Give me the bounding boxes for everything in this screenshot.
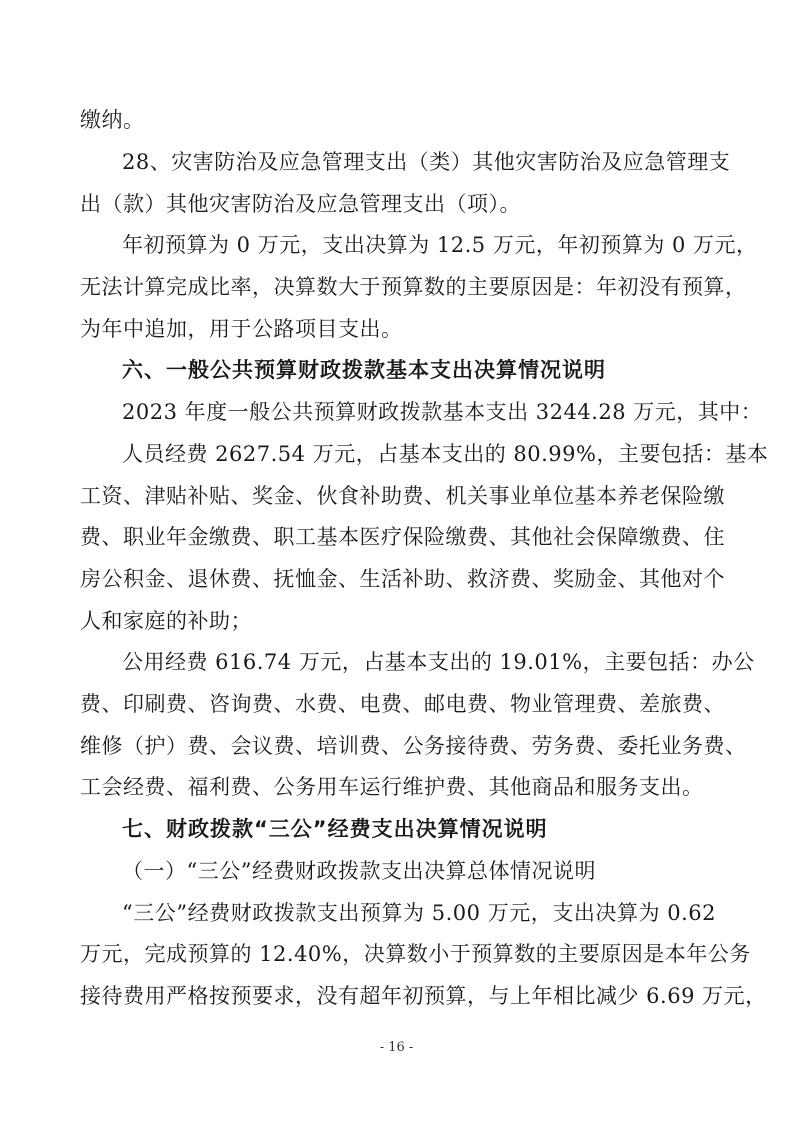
page-number: - 16 -: [379, 1040, 414, 1055]
body-text-line: 费、印刷费、咨询费、水费、电费、邮电费、物业管理费、差旅费、: [80, 692, 725, 716]
body-text-line: 28、灾害防治及应急管理支出（类）其他灾害防治及应急管理支: [122, 150, 731, 174]
body-text-line: 年初预算为 0 万元，支出决算为 12.5 万元，年初预算为 0 万元，: [122, 233, 758, 257]
body-text-line: 工资、津贴补贴、奖金、伙食补助费、机关事业单位基本养老保险缴: [80, 484, 725, 508]
body-text-line: 人员经费 2627.54 万元，占基本支出的 80.99%，主要包括：基本: [122, 442, 769, 466]
subsection-heading: （一）“三公”经费财政拨款支出决算总体情况说明: [122, 859, 596, 883]
body-text-line: 出（款）其他灾害防治及应急管理支出（项）。: [80, 192, 521, 216]
body-text-line: 费、职业年金缴费、职工基本医疗保险缴费、其他社会保障缴费、住: [80, 525, 725, 549]
body-text-line: 缴纳。: [80, 108, 145, 132]
body-text-line: 无法计算完成比率，决算数大于预算数的主要原因是：年初没有预算，: [80, 275, 747, 299]
section-heading: 六、一般公共预算财政拨款基本支出决算情况说明: [122, 358, 606, 382]
body-text-line: 公用经费 616.74 万元，占基本支出的 19.01%，主要包括：办公: [122, 650, 755, 674]
body-text-line: 2023 年度一般公共预算财政拨款基本支出 3244.28 万元，其中：: [122, 400, 763, 424]
body-text-line: 为年中追加，用于公路项目支出。: [80, 317, 403, 341]
body-text-line: 人和家庭的补助；: [80, 609, 252, 633]
body-text-line: 维修（护）费、会议费、培训费、公务接待费、劳务费、委托业务费、: [80, 734, 747, 758]
body-text-line: 接待费用严格按预要求，没有超年初预算，与上年相比减少 6.69 万元，: [80, 984, 767, 1008]
body-text-line: 工会经费、福利费、公务用车运行维护费、其他商品和服务支出。: [80, 775, 704, 799]
body-text-line: 房公积金、退休费、抚恤金、生活补助、救济费、奖励金、其他对个: [80, 567, 725, 591]
body-text-line: 万元，完成预算的 12.40%，决算数小于预算数的主要原因是本年公务: [80, 942, 751, 966]
body-text-line: “三公”经费财政拨款支出预算为 5.00 万元，支出决算为 0.62: [122, 901, 716, 925]
section-heading: 七、财政拨款“三公”经费支出决算情况说明: [122, 817, 548, 841]
